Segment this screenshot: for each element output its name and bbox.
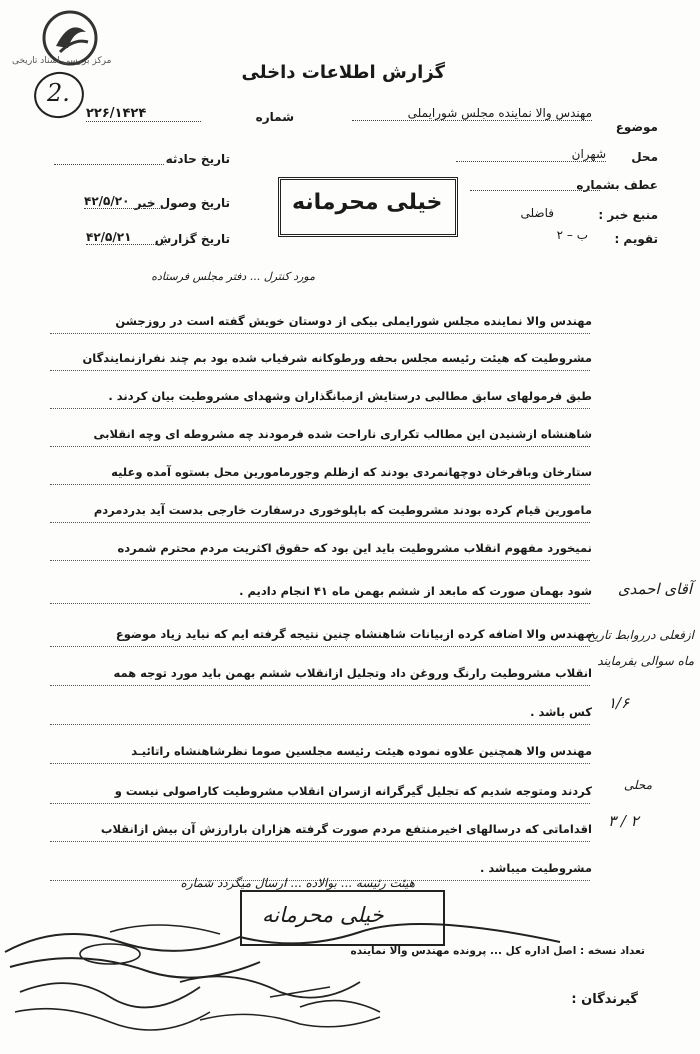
subject-label: موضوع xyxy=(615,120,658,134)
para3-line-1: مهندس والا همچنین علاوه نموده هیئت رئیسه مجلسین صوما نظرشاهنشاه راتائیـد xyxy=(131,744,592,758)
margin-note-2: ازفعلی درروابط تاریخ xyxy=(587,628,694,642)
para3-line-3: اقداماتی که درسالهای اخیرمنتفع مردم صورت گرفته هزاران بارارزش آن بیش ازانقلاب xyxy=(100,822,592,836)
body-line-8: شود بهمان صورت که مابعد از ششم بهمن ماه ۴۱ انجام دادیم . xyxy=(239,584,592,598)
body-line-1: مهندس والا نماینده مجلس شورایملی بیکی از دوستان خویش گفته است در روزجشن xyxy=(115,314,592,328)
margin-note-1: آقای احمدی xyxy=(617,580,692,598)
incident-date-label: تاریخ حادثه xyxy=(165,152,230,166)
rule-13 xyxy=(50,803,590,804)
report-date-value: ۴۲/۵/۲۱ xyxy=(86,230,166,245)
place-value: شهران xyxy=(456,147,606,162)
margin-note-4: محلی xyxy=(623,778,652,792)
rule-4 xyxy=(50,446,590,447)
rule-2 xyxy=(50,370,590,371)
body-line-4: شاهنشاه ازشنیدن این مطالب تکراری ناراحت شده فرمودند چه مشروطه ای وچه انقلابی xyxy=(93,427,592,441)
para2-line-1: مهندس والا اضافه کرده ازبیانات شاهنشاه چنین نتیجه گرفته ایم که نباید زیاد موضوع xyxy=(115,627,592,641)
body-line-6: مامورین قیام کرده بودند مشروطیت که باپلوخوری درسفارت خارجی بدست آید بدردمردم xyxy=(93,503,592,517)
rule-12 xyxy=(50,763,590,764)
margin-note-3: ماه سوالی بفرمایند xyxy=(597,654,694,668)
rule-8 xyxy=(50,603,590,604)
recipients-label: گیرندگان : xyxy=(571,992,638,1007)
para3-line-4: مشروطیت میباشد . xyxy=(480,861,592,875)
receipt-date-label: تاریخ وصول خبر xyxy=(134,196,230,210)
body-line-7: نمیخورد مفهوم انقلاب مشروطیت باید این بود که حقوق اکثریت مردم محترم شمرده xyxy=(117,541,592,555)
place-label: محل xyxy=(631,150,658,164)
copies-line: تعداد نسخه : اصل اداره کل ... پرونده مهندس والا نماینده xyxy=(350,945,645,957)
margin-ref-2: ۳ / ۲ xyxy=(608,812,639,830)
bottom-stamp-text: خیلی محرمانه xyxy=(262,903,384,927)
footer-handwritten-line: هیئت رئیسه ... بوالاده ... ارسال میگردد شماره xyxy=(180,876,415,890)
incident-date-dots xyxy=(54,164,164,165)
body-line-2: مشروطیت که هیئت رئیسه مجلس بحفه ورطوکانه شرفیاب شده بود بم چند نفرازنمایندگان xyxy=(82,351,592,365)
rating-value: ب – ۲ xyxy=(556,228,588,242)
margin-ref-1: ۱/۶ xyxy=(608,694,630,712)
document-title: گزارش اطلاعات داخلی xyxy=(241,62,445,83)
receipt-date-value: ۴۲/۵/۲۰ xyxy=(84,194,164,209)
attach-label: عطف بشماره xyxy=(576,178,658,192)
number-label: شماره xyxy=(255,110,294,124)
archive-logo-text: مرکز بررسی اسناد تاریخی xyxy=(12,56,112,66)
rule-5 xyxy=(50,484,590,485)
rule-7 xyxy=(50,560,590,561)
rule-1 xyxy=(50,333,590,334)
rule-10 xyxy=(50,685,590,686)
rule-9 xyxy=(50,646,590,647)
top-handwritten-annotation: مورد کنترل ... دفتر مجلس فرستاده xyxy=(151,270,315,283)
report-date-label: تاریخ گزارش xyxy=(154,232,230,246)
para2-line-3: کس باشد . xyxy=(530,705,592,719)
top-stamp-text: خیلی محرمانه xyxy=(292,190,443,215)
rule-3 xyxy=(50,408,590,409)
page-number: 2. xyxy=(47,79,70,107)
signature-scribbles xyxy=(0,912,700,1052)
attach-dots xyxy=(470,190,600,191)
subject-value: مهندس والا نماینده مجلس شورایملی xyxy=(352,106,592,121)
rule-11 xyxy=(50,724,590,725)
rating-label: تقویم : xyxy=(614,232,658,246)
rule-6 xyxy=(50,522,590,523)
para2-line-2: انقلاب مشروطیت رارنگ وروغن داد وتجلیل ازانقلاب ششم بهمن باید مورد توجه همه xyxy=(113,666,592,680)
rule-14 xyxy=(50,841,590,842)
number-value: ۲۲۶/۱۴۲۴ xyxy=(86,106,201,122)
body-line-3: طبق فرمولهای سابق مطالبی درستایش ازمبانگذاران وشهدای مشروطیت بیان کردند . xyxy=(108,389,592,403)
source-value: فاضلی xyxy=(520,206,554,220)
body-line-5: ستارخان وباقرخان دوچهانمردی بودند که ازظلم وجورمامورین محل بستوه آمده وعلیه xyxy=(111,465,592,479)
para3-line-2: کردند ومتوجه شدیم که تجلیل گیرگرانه ازسران انقلاب مشروطیت کاراصولی نیست و xyxy=(114,784,592,798)
source-label: منبع خبر : xyxy=(598,208,658,222)
